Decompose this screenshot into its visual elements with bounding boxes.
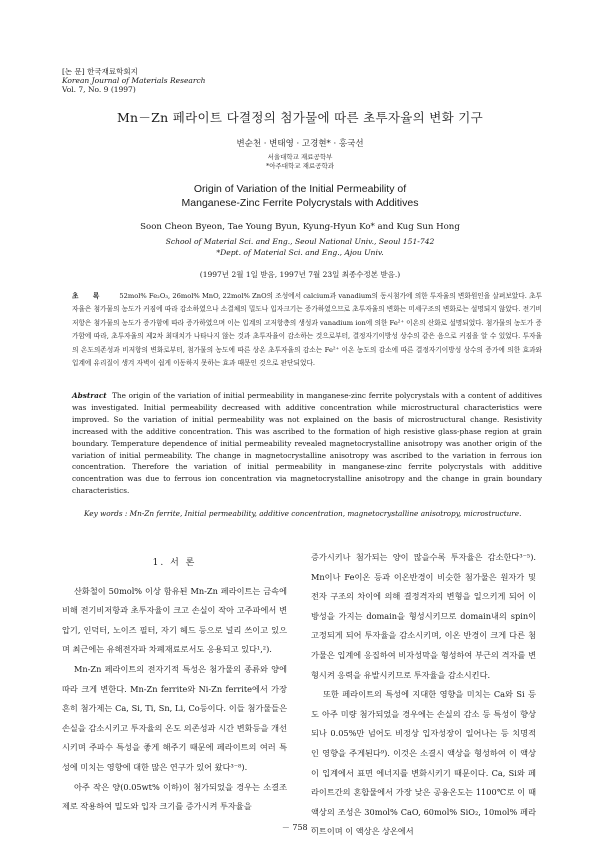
journal-header — [62, 67, 205, 94]
abstract-english — [72, 390, 542, 497]
abstract-korean — [72, 290, 542, 370]
title-en-line-1: Origin of Variation of the Initial Permeability of — [193, 183, 407, 195]
body-column-right — [311, 548, 536, 842]
journal-volume: Vol. 7, No. 9 (1997) — [62, 85, 136, 94]
body-paragraph: 증가시키나 첨가되는 양이 많을수록 투자율은 감소한다³⁻⁵). Mn이나 Fe이온 등과 이온반경이 비슷한 첨가물은 원자가 및 전자 구조의 차이에 의해 결정격자의 변형을 일으키게 되어 이방성을 가지는 domain을 형성시키므로 domain내의 spin이 고정되게 되어 투자율을 감소시키며, 이온 반경이 크게 다른 첨가물은 입계에 응집하여 비자성막을 형성하여 부근의 격자를 변형시켜 응력을 유발시키므로 투자율을 감소시킨다. — [311, 552, 536, 680]
abstract-ko-label: 초 록 — [72, 292, 106, 300]
journal-name-ko: [논 문] 한국재료학회지 — [62, 67, 138, 76]
abstract-en-label: Abstract — [72, 391, 107, 400]
affiliations-english — [0, 236, 600, 258]
affiliation-en-2: *Dept. of Material Sci. and Eng., Ajou Univ. — [216, 248, 384, 257]
authors-korean: 변순천 · 변태영 · 고경현* · 홍국선 — [236, 139, 364, 149]
body-paragraph: Mn-Zn 페라이트의 전자기적 특성은 첨가물의 종류와 양에 따라 크게 변한다. Mn-Zn ferrite와 Ni-Zn ferrite에서 가장 흔히 첨가제는 Ca, Si, Ti, Sn, Li, Co등이다. 이들 첨가물들은 손실을 감소시키고 투자율의 온도 의존성과 시간 변화등을 개선시키며 주파수 특성을 좋게 해주기 때문에 페라이트의 여러 특성에 미치는 영향에 대한 많은 연구가 있어 왔다³⁻⁸). — [62, 663, 287, 772]
abstract-ko-text: 52mol% Fe₂O₃, 26mol% MnO, 22mol% ZnO의 조성에서 calcium과 vanadium의 동시첨가에 의한 투자율의 변화원인을 살펴보았다. 초투자율은 첨가물의 농도가 커짐에 따라 감소하였으나 소결체의 밀도나 입자크기는 증가하였으므로 초투자율의 변화는 미세구조의 변화로는 설명되지 않았다. 전기비저항은 첨가물의 농도가 증가함에 따라 증가하였으며 이는 입계의 고저항층의 생성과 vanadium ion에 의한 Fe²⁺ 이온의 산화로 설명되었다. 첨가물의 농도가 증가함에 따라, 초투자율의 제2차 최대치가 나타나지 않는 것과 초투자율이 감소하는 것으로부터, 결정자기이방성 상수의 같은 음으로 커짐을 알 수 있었다. 투자율의 온도의존성과 비저항의 변화로부터, 첨가물의 농도에 따른 상온 초투자율의 감소는 Fe²⁺ 이온 농도의 감소에 따른 결정자기이방성 상수의 증가에 의한 효과와 입계에 유리질이 생겨 자벽이 쉽게 이동하지 못하는 효과 때문인 것으로 판단되었다. — [72, 292, 542, 368]
body-column-left — [62, 548, 287, 817]
body-paragraph: 또한 페라이트의 특성에 지대한 영향을 미치는 Ca와 Si 등도 아주 미량 첨가되었을 경우에는 손실의 감소 등 특성이 향상되나 0.05%만 넘어도 비정상 입자성장이 일어나는 등 치명적인 영향을 주게된다⁹). 이것은 소결시 액상을 형성하여 이 액상이 입계에서 표면 에너지를 변화시키기 때문이다. Ca, Si와 페라이트간의 혼합물에서 가장 낮은 공융온도는 1100℃로 이 때 액상의 조성은 30mol% CaO, 60mol% SiO₂, 10mol% 페라이트이며 이 액상은 상온에서 — [311, 689, 536, 837]
abstract-en-text: The origin of the variation of initial permeability in manganese-zinc ferrite polycrystals with a content of additives was investigated. Initial permeability decreased with additive concentration while microstructural characteristics were improved. So the variation of initial permeability was not explained on the basis of microstructural change. Resistivity increased with the additive concentration. This was ascribed to the formation of high resistive glass-phase region at grain boundary. Temperature dependence of initial permeability revealed magnetocrystalline anisotropy was another origin of the variation of initial permeability. The change in magnetocrystalline anisotropy was ascribed to the variation in ferrous ion concentration. Therefore the variation of initial permeability in manganese-zinc ferrite polycrystals with additive concentration was due to ferrous ion concentration via magnetocrystalline anisotropy and the change in grain boundary characteristics. — [72, 391, 543, 496]
title-en-line-2: Manganese-Zinc Ferrite Polycrystals with Additives — [181, 197, 419, 209]
affiliation-ko-2: *아주대학교 재료공학과 — [265, 162, 335, 170]
title-korean: Mn－Zn 페라이트 다결정의 첨가물에 따른 초투자율의 변화 기구 — [116, 110, 484, 125]
section-heading-introduction: 1. 서 론 — [152, 558, 197, 568]
received-dates: (1997년 2월 1일 받음, 1997년 7월 23일 최종수정본 받음.) — [199, 270, 401, 279]
keywords: Key words : Mn-Zn ferrite, Initial permeability, additive concentration, magnetocrystalline anisotropy, microstructure. — [84, 509, 522, 518]
authors-english: Soon Cheon Byeon, Tae Young Byun, Kyung-Hyun Ko* and Kug Sun Hong — [140, 222, 460, 232]
page-number: － 758 － — [281, 823, 319, 832]
journal-name-en: Korean Journal of Materials Research — [62, 76, 206, 85]
body-paragraph: 아주 작은 양(0.05wt% 이하)이 첨가되었을 경우는 소결조제로 작용하여 밀도와 입자 크기를 증가시켜 투자율을 — [62, 781, 287, 812]
title-english — [0, 182, 600, 210]
affiliation-ko-1: 서울대학교 재료공학부 — [267, 153, 333, 161]
affiliation-en-1: School of Material Sci. and Eng., Seoul National Univ., Seoul 151-742 — [165, 237, 435, 246]
body-paragraph: 산화철이 50mol% 이상 함유된 Mn-Zn 페라이트는 금속에 비해 전기비저항과 초투자율이 크고 손실이 작아 고주파에서 변압기, 인덕터, 노이즈 필터, 자기 헤드 등으로 널리 쓰이고 있으며 최근에는 유해전자파 차폐재료로서도 응용되고 있다¹,²). — [62, 585, 287, 655]
affiliations-korean — [0, 153, 600, 171]
